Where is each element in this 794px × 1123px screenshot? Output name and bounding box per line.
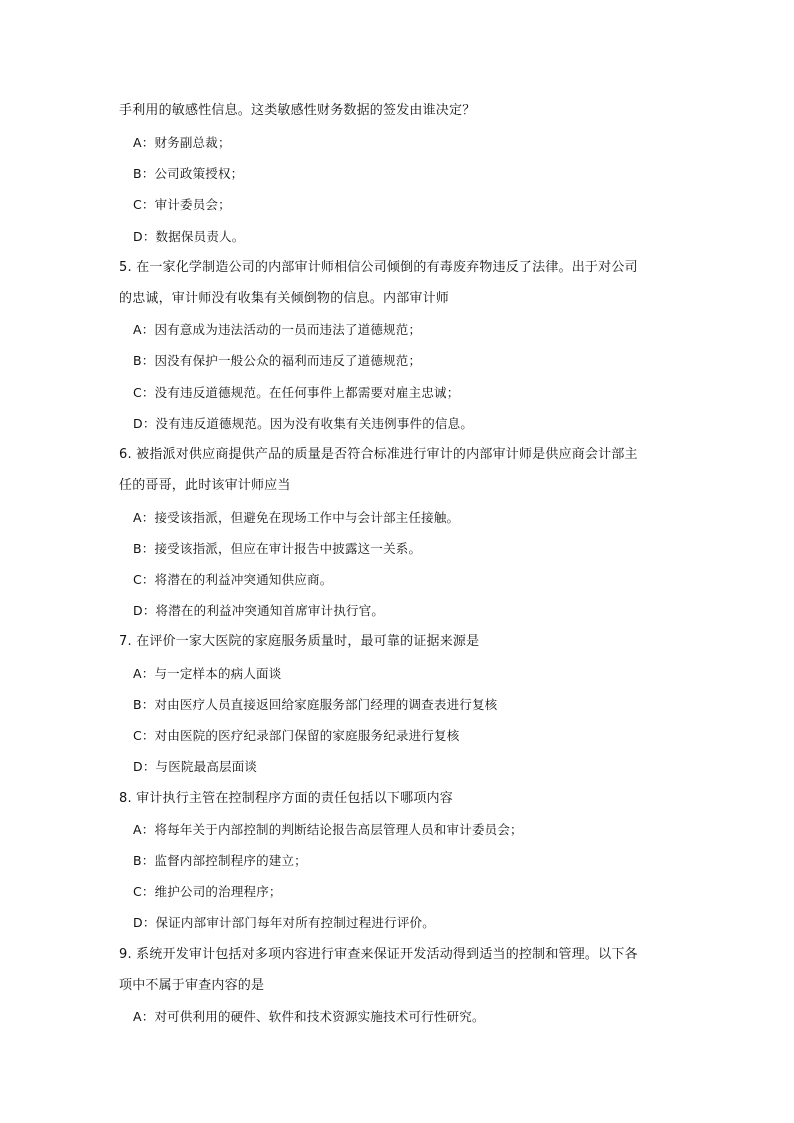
- question-stem-line: 6. 被指派对供应商提供产品的质量是否符合标准进行审计的内部审计师是供应商会计部主: [119, 447, 638, 462]
- answer-option: C：维护公司的治理程序；: [133, 884, 282, 899]
- question-stem-line: 8. 审计执行主管在控制程序方面的责任包括以下哪项内容: [119, 791, 453, 806]
- answer-option: C：对由医院的医疗纪录部门保留的家庭服务纪录进行复核: [133, 728, 460, 743]
- answer-option: B：对由医疗人员直接返回给家庭服务部门经理的调查表进行复核: [133, 697, 498, 712]
- question-stem-line: 任的哥哥，此时该审计师应当: [119, 478, 291, 493]
- question-stem-line: 7. 在评价一家大医院的家庭服务质量时，最可靠的证据来源是: [119, 634, 480, 649]
- question-stem-line: 5. 在一家化学制造公司的内部审计师相信公司倾倒的有毒废弃物违反了法律。出于对公司: [119, 260, 638, 275]
- answer-option: C：将潜在的利益冲突通知供应商。: [133, 572, 333, 587]
- question-stem-line: 项中不属于审查内容的是: [119, 978, 265, 993]
- answer-option: D：与医院最高层面谈: [133, 759, 258, 774]
- answer-option: A：将每年关于内部控制的判断结论报告高层管理人员和审计委员会；: [133, 822, 523, 837]
- answer-option: A：对可供利用的硬件、软件和技术资源实施技术可行性研究。: [133, 1009, 485, 1024]
- answer-option: D：没有违反道德规范。因为没有收集有关违例事件的信息。: [133, 416, 474, 431]
- answer-option: A：与一定样本的病人面谈: [133, 666, 282, 681]
- answer-option: D：数据保员责人。: [133, 229, 245, 244]
- answer-option: B：监督内部控制程序的建立；: [133, 853, 307, 868]
- answer-option: C：审计委员会；: [133, 197, 231, 212]
- answer-option: B：因没有保护一般公众的福利而违反了道德规范；: [133, 353, 422, 368]
- answer-option: A：财务副总裁；: [133, 135, 231, 150]
- answer-option: A：接受该指派，但避免在现场工作中与会计部主任接触。: [133, 510, 460, 525]
- question-stem-line: 的忠诚，审计师没有收集有关倾倒物的信息。内部审计师: [119, 291, 450, 306]
- answer-option: D：将潜在的利益冲突通知首席审计执行官。: [133, 603, 385, 618]
- answer-option: D：保证内部审计部门每年对所有控制过程进行评价。: [133, 915, 435, 930]
- question-stem-line: 手利用的敏感性信息。这类敏感性财务数据的签发由谁决定？: [119, 103, 476, 118]
- answer-option: B：接受该指派，但应在审计报告中披露这一关系。: [133, 541, 422, 556]
- answer-option: A：因有意成为违法活动的一员而违法了道德规范；: [133, 322, 422, 337]
- answer-option: C：没有违反道德规范。在任何事件上都需要对雇主忠诚；: [133, 385, 460, 400]
- answer-option: B：公司政策授权；: [133, 166, 244, 181]
- question-stem-line: 9. 系统开发审计包括对多项内容进行审查来保证开发活动得到适当的控制和管理。以下各: [119, 947, 638, 962]
